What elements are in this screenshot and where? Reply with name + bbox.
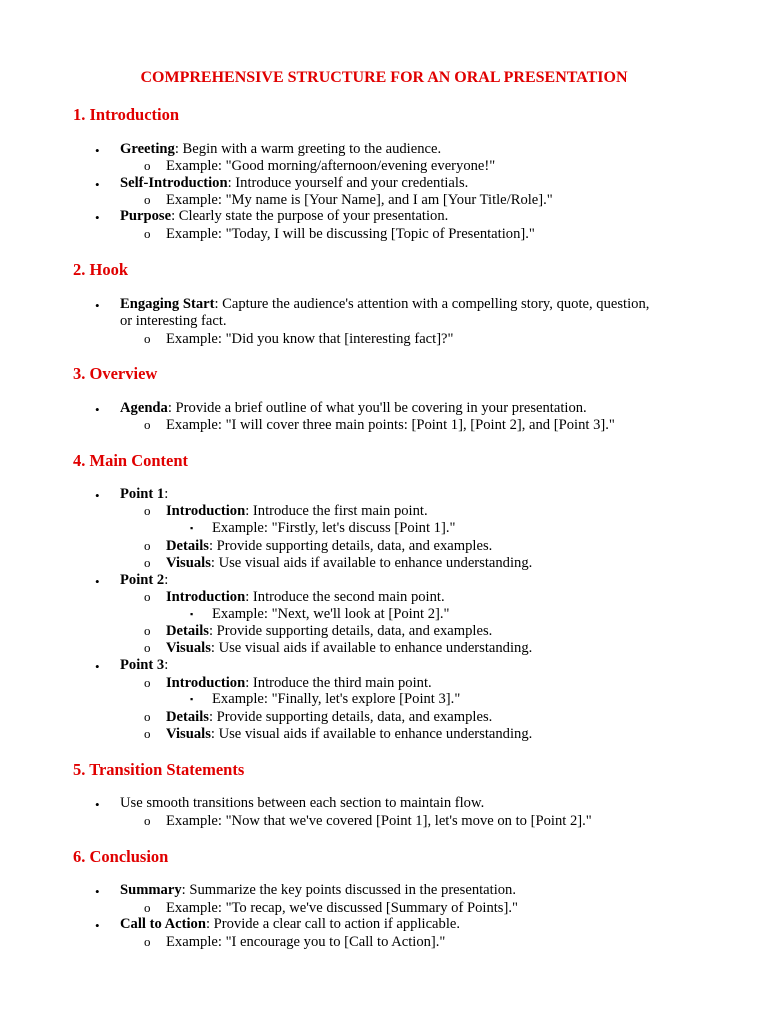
sub-bullet-marker: o <box>144 900 151 915</box>
sub-list-item: Example: "To recap, we've discussed [Summary of Points]." <box>166 900 518 916</box>
sub-bullet-marker: o <box>144 331 151 346</box>
item-label: Details <box>166 538 209 554</box>
item-text: : <box>164 657 169 673</box>
item-label: Details <box>166 623 209 639</box>
item-text: : Begin with a warm greeting to the audience. <box>174 141 442 157</box>
bullet-marker: • <box>95 402 100 417</box>
bullet-marker: • <box>95 918 100 933</box>
sub-list-item <box>166 675 432 692</box>
sub-bullet-marker: o <box>144 813 151 828</box>
bullet-marker: • <box>95 298 100 313</box>
item-label: Point 3 <box>120 657 165 673</box>
bullet-marker: • <box>95 210 100 225</box>
sub-list-item <box>166 538 492 555</box>
sub-bullet-marker: o <box>144 158 151 173</box>
list-item-continuation: or interesting fact. <box>120 313 227 329</box>
sub-bullet-marker: o <box>144 934 151 949</box>
bullet-marker: • <box>95 659 100 674</box>
bullet-marker: • <box>95 488 100 503</box>
item-text: : Use visual aids if available to enhance understanding. <box>210 640 533 656</box>
item-label: Summary <box>120 882 182 898</box>
list-item <box>120 916 460 933</box>
item-text: : Capture the audience's attention with a compelling story, quote, question, <box>214 296 650 312</box>
item-text: : Clearly state the purpose of your presentation. <box>171 208 449 224</box>
bullet-marker: • <box>95 177 100 192</box>
sub-list-item: Example: "Good morning/afternoon/evening everyone!" <box>166 158 496 174</box>
item-label: Self-Introduction <box>120 175 228 191</box>
list-item: Use smooth transitions between each section to maintain flow. <box>120 795 485 811</box>
sub-list-item: Example: "Now that we've covered [Point 1], let's move on to [Point 2]." <box>166 813 592 829</box>
sub-list-item: Example: "Today, I will be discussing [Topic of Presentation]." <box>166 226 535 242</box>
item-text: : Provide a brief outline of what you'll be covering in your presentation. <box>167 400 587 416</box>
item-label: Details <box>166 709 209 725</box>
item-label: Visuals <box>166 726 211 742</box>
bullet-marker: • <box>95 574 100 589</box>
section-heading-hook: 2. Hook <box>73 260 129 279</box>
sub-list-item: Example: "I encourage you to [Call to Action]." <box>166 934 446 950</box>
sub-bullet-marker: o <box>144 726 151 741</box>
sub-bullet-marker: o <box>144 226 151 241</box>
sub-bullet-marker: o <box>144 417 151 432</box>
section-heading-overview: 3. Overview <box>73 364 158 383</box>
sub-bullet-marker: o <box>144 709 151 724</box>
list-item <box>120 486 168 503</box>
sub-bullet-marker: o <box>144 623 151 638</box>
sub-list-item: Example: "My name is [Your Name], and I am [Your Title/Role]." <box>166 192 553 208</box>
sub-list-item <box>166 589 445 606</box>
item-label: Purpose <box>120 208 172 224</box>
sub-bullet-marker: o <box>144 640 151 655</box>
sub-bullet-marker: o <box>144 675 151 690</box>
list-item <box>120 882 516 899</box>
sub-bullet-marker: o <box>144 555 151 570</box>
item-text: : Provide supporting details, data, and examples. <box>208 709 493 725</box>
section-heading-conclusion: 6. Conclusion <box>73 847 169 866</box>
bullet-marker: • <box>95 797 100 812</box>
bullet-marker: • <box>95 884 100 899</box>
sub-bullet-marker: o <box>144 538 151 553</box>
item-text: : Summarize the key points discussed in the presentation. <box>181 882 516 898</box>
sub-list-item: Example: "I will cover three main points: [Point 1], [Point 2], and [Point 3]." <box>166 417 615 433</box>
sub-bullet-marker: o <box>144 192 151 207</box>
item-text: : <box>164 572 169 588</box>
square-bullet-marker: ▪ <box>190 694 194 704</box>
item-label: Engaging Start <box>120 296 215 312</box>
section-heading-main-content: 4. Main Content <box>73 451 189 470</box>
document-title: COMPREHENSIVE STRUCTURE FOR AN ORAL PRESENTATION <box>140 69 628 86</box>
item-label: Introduction <box>166 589 246 605</box>
sub-list-item <box>166 503 428 520</box>
square-bullet-marker: ▪ <box>190 523 194 533</box>
sub-list-item: Example: "Did you know that [interesting fact]?" <box>166 331 454 347</box>
list-item <box>120 572 168 589</box>
sub-sub-list-item: Example: "Next, we'll look at [Point 2]." <box>212 606 450 622</box>
sub-list-item <box>166 640 532 657</box>
section-heading-introduction: 1. Introduction <box>73 105 180 124</box>
sub-list-item <box>166 623 492 640</box>
sub-bullet-marker: o <box>144 589 151 604</box>
item-label: Visuals <box>166 640 211 656</box>
item-text: : Provide supporting details, data, and examples. <box>208 538 493 554</box>
item-label: Introduction <box>166 503 246 519</box>
item-text: : Introduce the third main point. <box>245 675 432 691</box>
sub-bullet-marker: o <box>144 503 151 518</box>
sub-sub-list-item: Example: "Finally, let's explore [Point 3]." <box>212 691 461 707</box>
item-text: : Use visual aids if available to enhance understanding. <box>210 555 533 571</box>
section-heading-transition-statements: 5. Transition Statements <box>73 760 245 779</box>
item-text: : Introduce the first main point. <box>245 503 428 519</box>
square-bullet-marker: ▪ <box>190 609 194 619</box>
item-text: : Introduce the second main point. <box>245 589 445 605</box>
item-text: : <box>164 486 169 502</box>
sub-list-item <box>166 555 532 572</box>
list-item <box>120 400 587 417</box>
list-item <box>120 141 441 158</box>
item-label: Visuals <box>166 555 211 571</box>
list-item <box>120 208 448 225</box>
item-text: : Introduce yourself and your credentials. <box>227 175 469 191</box>
item-text: : Provide supporting details, data, and examples. <box>208 623 493 639</box>
list-item <box>120 657 168 674</box>
sub-sub-list-item: Example: "Firstly, let's discuss [Point 1]." <box>212 520 456 536</box>
sub-list-item <box>166 726 532 743</box>
item-label: Point 1 <box>120 486 165 502</box>
item-text: : Use visual aids if available to enhance understanding. <box>210 726 533 742</box>
bullet-marker: • <box>95 143 100 158</box>
item-label: Agenda <box>120 400 168 416</box>
item-label: Call to Action <box>120 916 206 932</box>
list-item <box>120 175 468 192</box>
item-label: Point 2 <box>120 572 165 588</box>
item-text: : Provide a clear call to action if applicable. <box>205 916 461 932</box>
sub-list-item <box>166 709 492 726</box>
item-label: Greeting <box>120 141 175 157</box>
item-label: Introduction <box>166 675 246 691</box>
list-item <box>120 296 649 313</box>
